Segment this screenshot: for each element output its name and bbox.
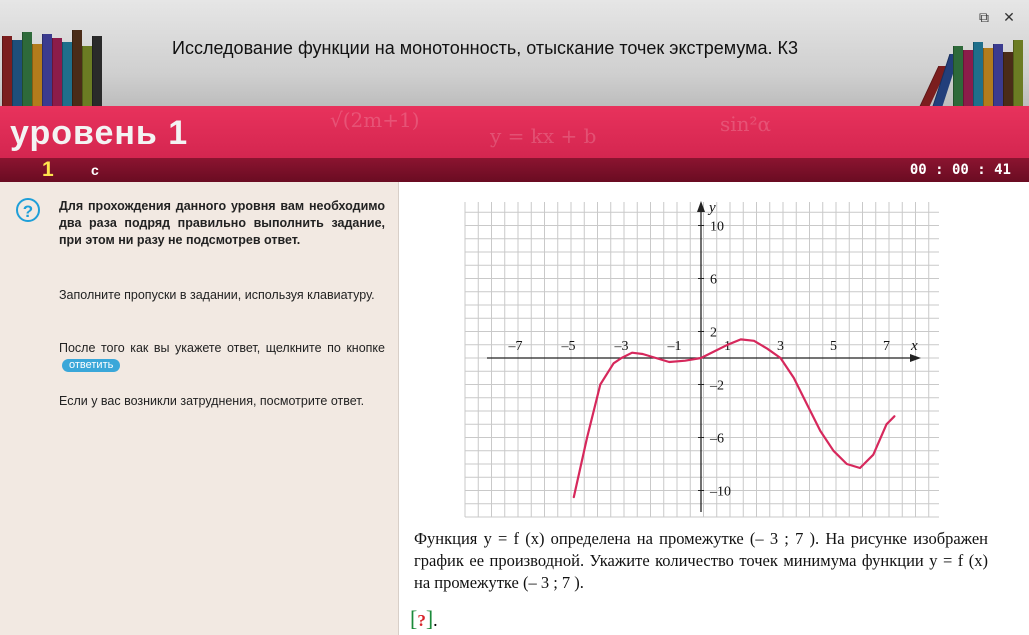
x-tick-label: –7 bbox=[508, 339, 523, 354]
instruction-fill: Заполните пропуски в задании, используя клавиатуру. bbox=[59, 288, 375, 302]
task-text: Функция y = f (x) определена на промежутке (– 3 ; 7 ). На рисунке изображен график ее производной. Укажите количество точек минимума функции y = f (x) на промежутке (– 3 ; 7 ). bbox=[414, 529, 988, 592]
y-tick-label: –10 bbox=[710, 484, 731, 500]
answer-bracket-left: [ bbox=[410, 606, 418, 631]
books-left-image bbox=[0, 22, 108, 106]
x-axis-label: x bbox=[911, 338, 918, 354]
y-tick-label: 2 bbox=[710, 325, 717, 341]
answer-line bbox=[410, 606, 438, 632]
restore-icon[interactable]: ⧉ bbox=[979, 9, 989, 25]
instruction-help: Если у вас возникли затруднения, посмотрите ответ. bbox=[59, 394, 365, 408]
instruction-submit-text: После того как вы укажете ответ, щелкните по кнопке bbox=[59, 341, 385, 355]
books-right-image bbox=[925, 22, 1029, 106]
close-icon[interactable]: ✕ bbox=[1003, 9, 1015, 25]
task-panel bbox=[399, 182, 1029, 635]
answer-input[interactable]: ? bbox=[417, 611, 426, 630]
x-tick-label: 1 bbox=[724, 339, 731, 354]
x-tick-label: –1 bbox=[667, 339, 682, 354]
window-title: Исследование функции на монотонность, отыскание точек экстремума. К3 bbox=[172, 38, 799, 58]
decorative-formula: √(2m+1) bbox=[330, 108, 420, 132]
derivative-chart bbox=[399, 182, 1029, 522]
help-icon[interactable]: ? bbox=[16, 198, 40, 222]
decorative-formula: y = kx + b bbox=[490, 124, 597, 148]
instruction-bold: Для прохождения данного уровня вам необходимо два раза подряд правильно выполнить задание, при этом ни разу не подсмотрев ответ. bbox=[59, 199, 385, 247]
submit-button[interactable]: ответить bbox=[62, 359, 120, 372]
status-bar bbox=[0, 158, 1029, 182]
answer-suffix: . bbox=[433, 610, 438, 630]
series-line bbox=[574, 339, 895, 497]
x-tick-label: 7 bbox=[883, 339, 890, 354]
y-tick-label: –6 bbox=[710, 431, 724, 447]
x-tick-label: 5 bbox=[830, 339, 837, 354]
level-label: уровень 1 bbox=[10, 114, 189, 152]
x-tick-label: –5 bbox=[561, 339, 576, 354]
timer: 00 : 00 : 41 bbox=[909, 162, 1011, 178]
decorative-formula: sin²α bbox=[720, 112, 772, 136]
level-banner bbox=[0, 106, 1029, 158]
y-tick-label: 10 bbox=[710, 219, 724, 235]
attempt-counter-suffix: с bbox=[91, 162, 99, 178]
instructions-panel bbox=[0, 182, 399, 635]
attempt-counter: 1 bbox=[42, 158, 54, 181]
instruction-submit bbox=[59, 340, 385, 374]
x-tick-label: 3 bbox=[777, 339, 784, 354]
y-tick-label: –2 bbox=[710, 378, 724, 394]
title-bar bbox=[0, 0, 1029, 106]
y-tick-label: 6 bbox=[710, 272, 717, 288]
y-axis-label: y bbox=[709, 200, 716, 216]
answer-bracket-right: ] bbox=[425, 606, 434, 631]
x-tick-label: –3 bbox=[614, 339, 629, 354]
